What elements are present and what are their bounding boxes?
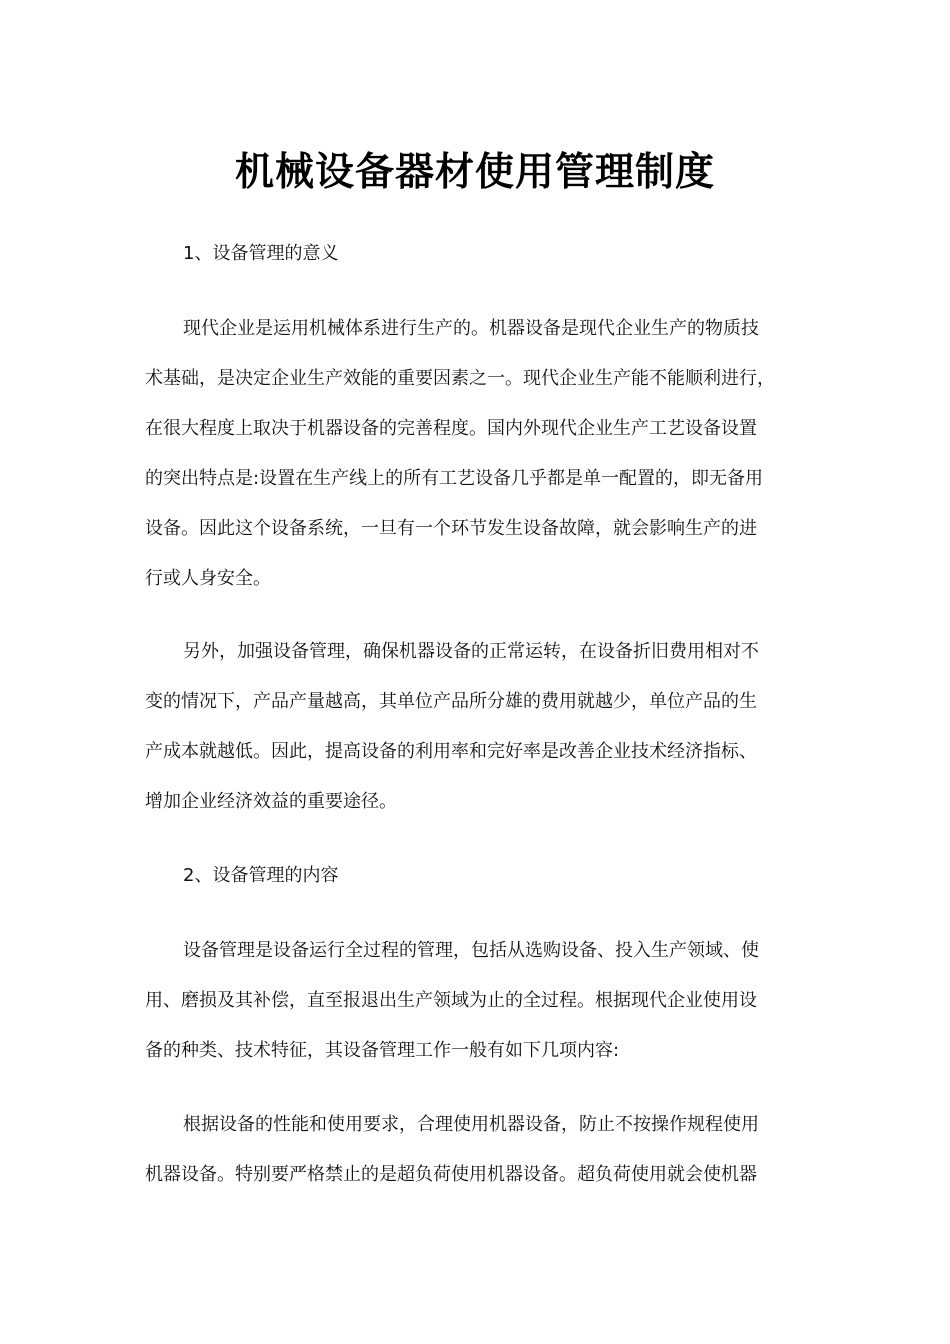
- paragraph-line: 行或人身安全。: [145, 568, 271, 589]
- paragraph-line: 设备管理是设备运行全过程的管理，包括从选购设备、投入生产领域、使: [183, 940, 759, 961]
- paragraph-3: [145, 926, 800, 1076]
- section-heading-1: 1、设备管理的意义: [183, 243, 339, 264]
- document-title: 机械设备器材使用管理制度: [234, 150, 715, 195]
- paragraph-line: 根据设备的性能和使用要求，合理使用机器设备，防止不按操作规程使用: [183, 1114, 759, 1135]
- paragraph-2: [145, 627, 800, 827]
- paragraph-line: 设备。因此这个设备系统，一旦有一个环节发生设备故障，就会影响生产的进: [145, 518, 757, 539]
- section-heading-2: 2、设备管理的内容: [183, 865, 339, 886]
- paragraph-1: [145, 304, 800, 604]
- paragraph-line: 另外，加强设备管理，确保机器设备的正常运转，在设备折旧费用相对不: [183, 641, 759, 662]
- paragraph-line: 变的情况下，产品产量越高，其单位产品所分雄的费用就越少，单位产品的生: [145, 691, 757, 712]
- paragraph-line: 在很大程度上取决于机器设备的完善程度。国内外现代企业生产工艺设备设置: [145, 418, 757, 439]
- paragraph-line: 现代企业是运用机械体系进行生产的。机器设备是现代企业生产的物质技: [183, 318, 759, 339]
- paragraph-line: 术基础，是决定企业生产效能的重要因素之一。现代企业生产能不能顺利进行，: [145, 368, 775, 389]
- paragraph-4: [145, 1100, 800, 1200]
- paragraph-line: 产成本就越低。因此，提高设备的利用率和完好率是改善企业技术经济指标、: [145, 741, 757, 762]
- paragraph-line: 用、磨损及其补偿，直至报退出生产领域为止的全过程。根据现代企业使用设: [145, 990, 757, 1011]
- paragraph-line: 增加企业经济效益的重要途径。: [145, 791, 397, 812]
- paragraph-line: 机器设备。特别要严格禁止的是超负荷使用机器设备。超负荷使用就会使机器: [145, 1164, 757, 1185]
- paragraph-line: 的突出特点是:设置在生产线上的所有工艺设备几乎都是单一配置的，即无备用: [145, 468, 764, 489]
- paragraph-line: 备的种类、技术特征，其设备管理工作一般有如下几项内容:: [145, 1040, 620, 1061]
